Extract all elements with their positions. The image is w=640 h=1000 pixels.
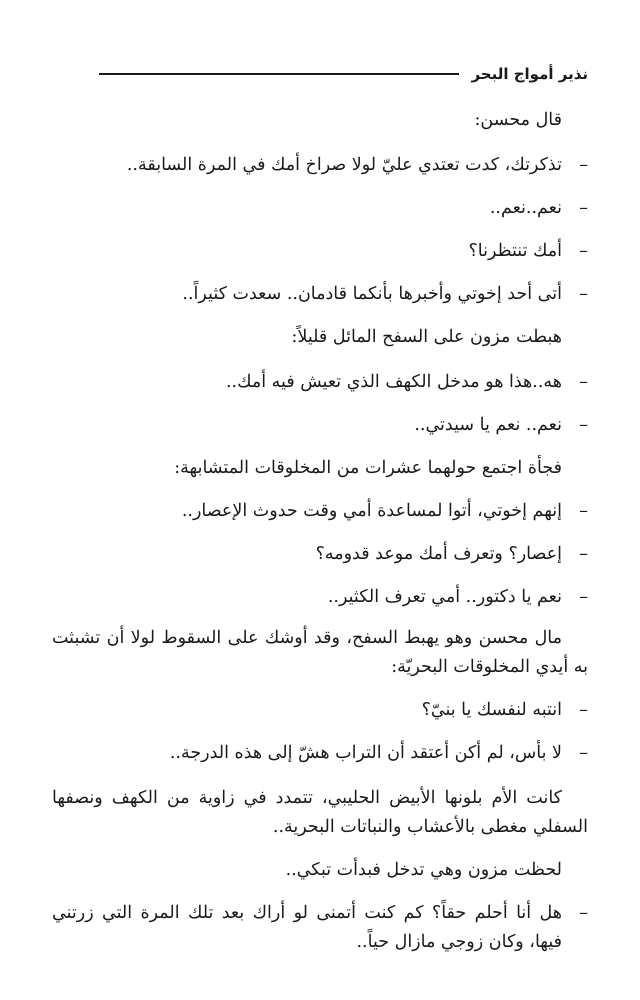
narration-paragraph [52, 106, 588, 135]
header-rule [99, 73, 459, 75]
paragraph-text: إنهم إخوتي، أتوا لمساعدة أمي وقت حدوث الإعصار.. [181, 501, 562, 521]
paragraph-text: مال محسن وهو يهبط السفح، وقد أوشك على السقوط لولا أن تشبثت به أيدي المخلوقات البحريّة: [52, 628, 588, 677]
dialogue-dash: – [579, 284, 588, 304]
paragraph-text: لحظت مزون وهي تدخل فبدأت تبكي.. [285, 860, 562, 880]
dialogue-dash: – [579, 544, 588, 564]
paragraph-text: كانت الأم بلونها الأبيض الحليبي، تتمدد في زاوية من الكهف ونصفها السفلي مغطى بالأعشاب والنباتات البحرية.. [52, 788, 588, 837]
paragraph-text: نعم..نعم.. [489, 198, 562, 218]
dialogue-dash: – [579, 743, 588, 763]
paragraph-text: تذكرتك، كدت تعتدي عليّ لولا صراخ أمك في المرة السابقة.. [126, 155, 562, 175]
narration-paragraph [52, 454, 588, 483]
header-title: نذير أمواج البحر [471, 65, 588, 83]
dialogue-dash: – [579, 700, 588, 720]
paragraph-text: هل أنا أحلم حقاً؟ كم كنت أتمنى لو أراك بعد تلك المرة التي زرتني فيها، وكان زوجي مازال حياً.. [52, 903, 562, 952]
paragraph-text: انتبه لنفسك يا بنيّ؟ [421, 700, 562, 720]
dialogue-dash: – [579, 155, 588, 175]
paragraph-text: أمك تنتظرنا؟ [468, 241, 562, 261]
dialogue-dash: – [579, 415, 588, 435]
paragraph-text: لا بأس، لم أكن أعتقد أن التراب هشّ إلى هذه الدرجة.. [169, 743, 562, 763]
paragraph-text: قال محسن: [474, 110, 562, 130]
dialogue-dash: – [579, 198, 588, 218]
paragraph-text: نعم.. نعم يا سيدتي.. [414, 415, 562, 435]
dialogue-line [52, 151, 588, 180]
dialogue-line [52, 497, 588, 526]
paragraph-text: هبطت مزون على السفح المائل قليلاً: [291, 327, 562, 347]
paragraph-text: نعم يا دكتور.. أمي تعرف الكثير.. [327, 587, 562, 607]
dialogue-line [52, 411, 588, 440]
narration-paragraph [52, 624, 588, 682]
dialogue-line [52, 696, 588, 725]
dialogue-dash: – [579, 241, 588, 261]
dialogue-dash: – [579, 372, 588, 392]
dialogue-dash: – [579, 903, 588, 923]
dialogue-line [52, 739, 588, 768]
dialogue-line [52, 540, 588, 569]
dialogue-line [52, 280, 588, 309]
narration-paragraph [52, 323, 588, 352]
dialogue-line [52, 899, 588, 957]
running-header [52, 56, 588, 92]
paragraph-text: هه..هذا هو مدخل الكهف الذي تعيش فيه أمك.. [225, 372, 562, 392]
dialogue-line [52, 237, 588, 266]
dialogue-dash: – [579, 587, 588, 607]
narration-paragraph [52, 856, 588, 885]
dialogue-dash: – [579, 501, 588, 521]
dialogue-line [52, 368, 588, 397]
body-text [52, 106, 588, 957]
paragraph-text: فجأة اجتمع حولهما عشرات من المخلوقات المتشابهة: [174, 458, 562, 478]
dialogue-line [52, 194, 588, 223]
dialogue-line [52, 583, 588, 612]
paragraph-text: إعصار؟ وتعرف أمك موعد قدومه؟ [315, 544, 562, 564]
narration-paragraph [52, 784, 588, 842]
paragraph-text: أتى أحد إخوتي وأخبرها بأنكما قادمان.. سعدت كثيراً.. [182, 284, 562, 304]
